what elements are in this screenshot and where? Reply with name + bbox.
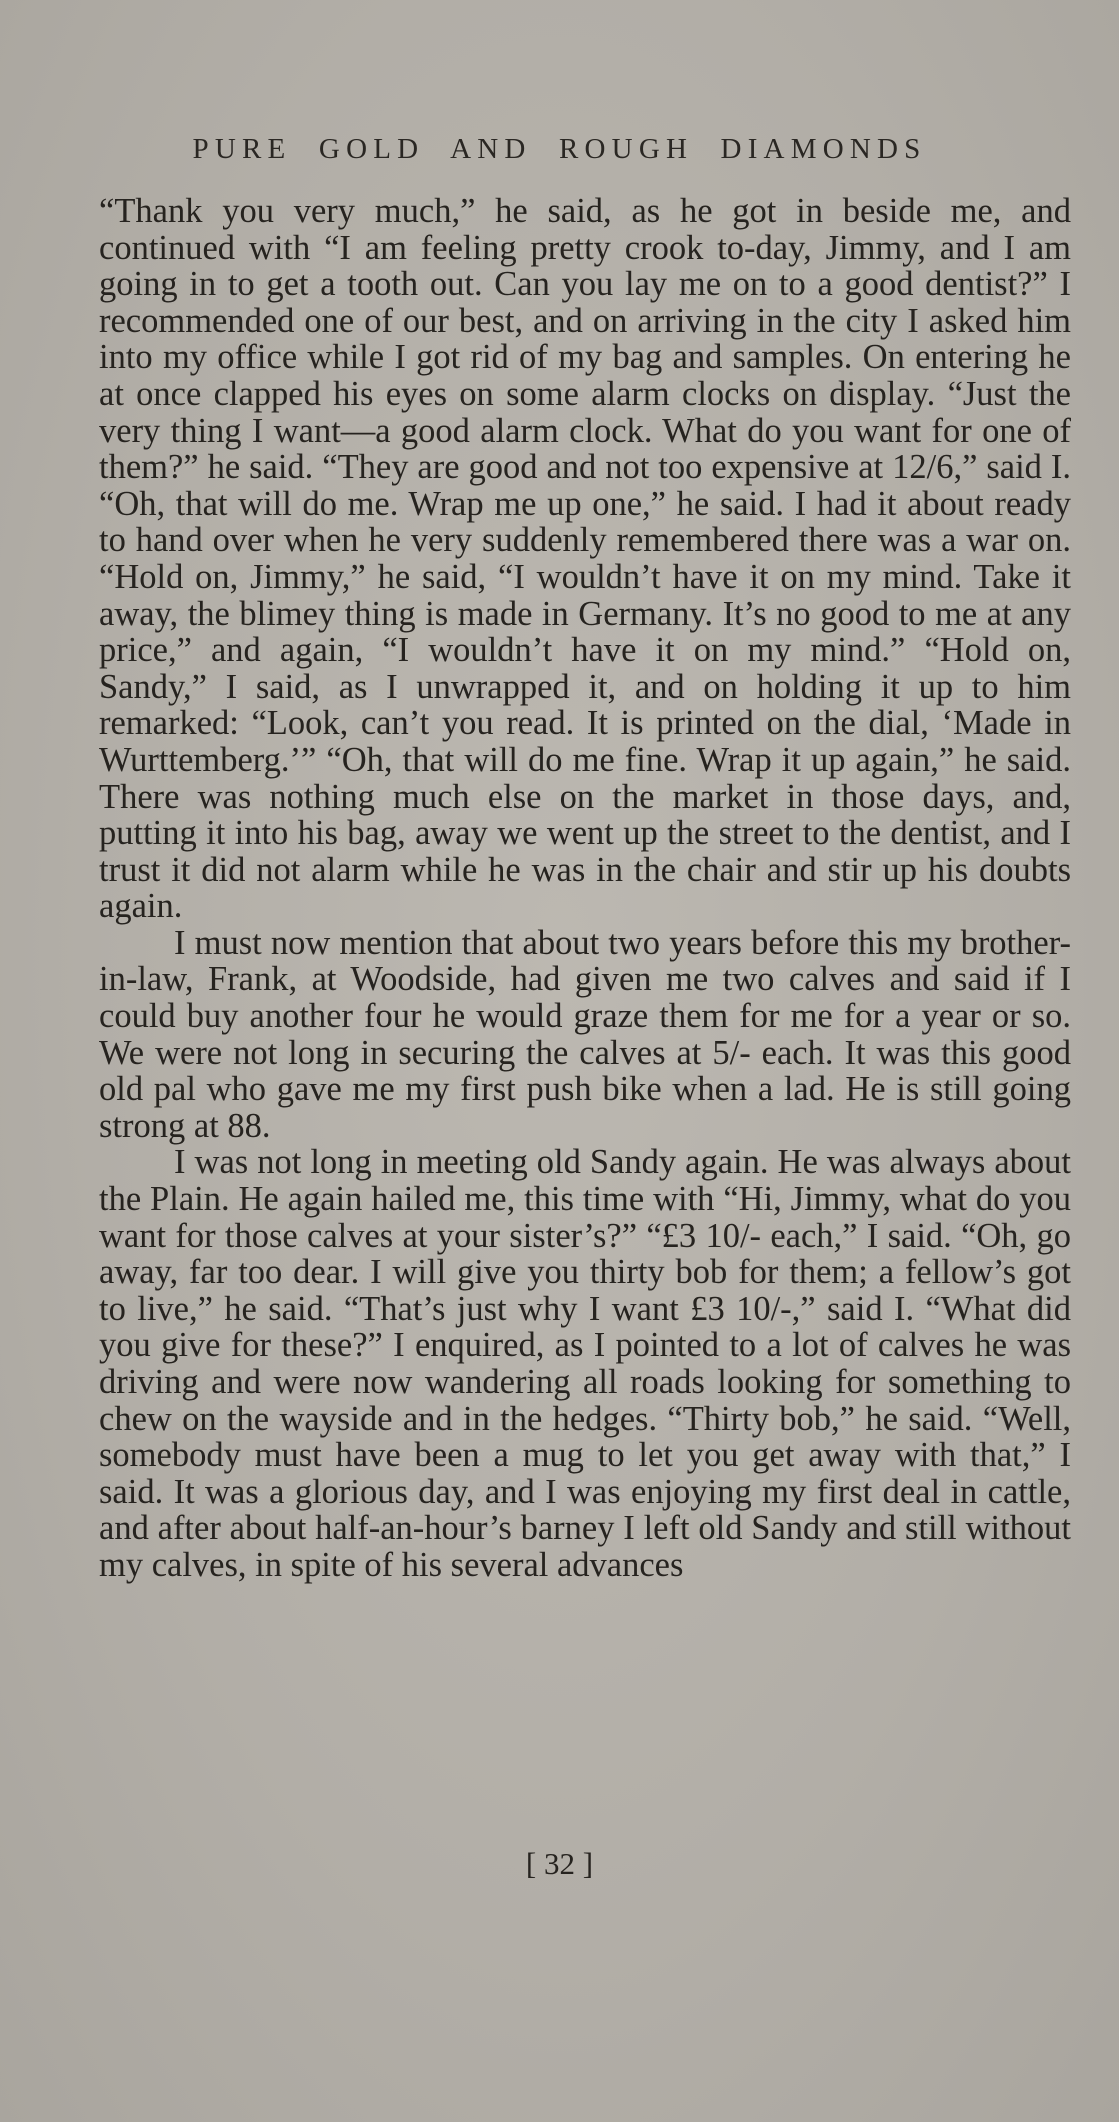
paragraph-calves: I must now mention that about two years before this my brother-in-law, Frank, at Woodside, had given me two calves and said if I could buy another four he would graze them for me for a year or so. We were not long in securing the calves at 5/- each. It was this good old pal who gave me my first push bike when a lad. He is still going strong at 88. <box>99 923 1071 1145</box>
paragraph-continued: “Thank you very much,” he said, as he got in beside me, and continued with “I am feeling pretty crook to-day, Jimmy, and I am going in to get a tooth out. Can you lay me on to a good dentist?” I recommended one of our best, and on arriving in the city I asked him into my office while I got rid of my bag and samples. On entering he at once clapped his eyes on some alarm clocks on display. “Just the very thing I want—a good alarm clock. What do you want for one of them?” he said. “They are good and not too expensive at 12/6,” said I. “Oh, that will do me. Wrap me up one,” he said. I had it about ready to hand over when he very suddenly remembered there was a war on. “Hold on, Jimmy,” he said, “I wouldn’t have it on my mind. Take it away, the blimey thing is made in Germany. It’s no good to me at any price,” and again, “I wouldn’t have it on my mind.” “Hold on, Sandy,” I said, as I unwrapped it, and on holding it up to him remarked: “Look, can’t you read. It is printed on the dial, ‘Made in Wurttemberg.’” “Oh, that will do me fine. Wrap it up again,” he said. There was nothing much else on the market in those days, and, putting it into his bag, away we went up the street to the dentist, and I trust it did not alarm while he was in the chair and stir up his doubts again. <box>99 192 1071 926</box>
body-text <box>99 193 1071 1584</box>
running-head: PURE GOLD AND ROUGH DIAMONDS <box>192 133 927 165</box>
page-number: [ 32 ] <box>525 1846 594 1881</box>
paragraph-sandy-again: I was not long in meeting old Sandy again. He was always about the Plain. He again hailed me, this time with “Hi, Jimmy, what do you want for those calves at your sister’s?” “£3 10/- each,” I said. “Oh, go away, far too dear. I will give you thirty bob for them; a fellow’s got to live,” he said. “That’s just why I want £3 10/-,” said I. “What did you give for these?” I enquired, as I pointed to a lot of calves he was driving and were now wandering all roads looking for something to chew on the wayside and in the hedges. “Thirty bob,” he said. “Well, somebody must have been a mug to let you get away with that,” I said. It was a glorious day, and I was enjoying my first deal in cattle, and after about half-an-hour’s barney I left old Sandy and still without my calves, in spite of his several advances <box>99 1143 1071 1584</box>
